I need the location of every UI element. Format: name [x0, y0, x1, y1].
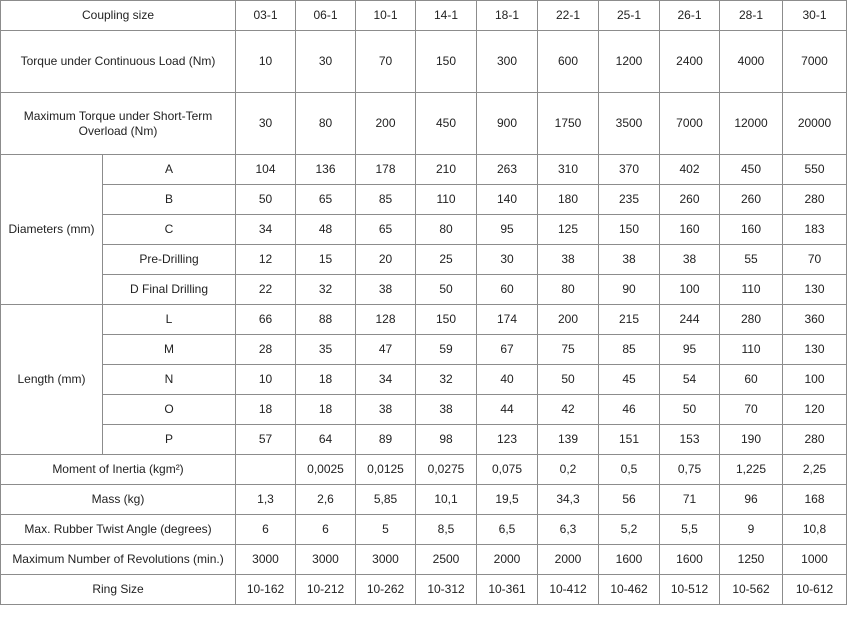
- torque-max-value: 7000: [660, 93, 720, 155]
- torque-continuous-value: 7000: [783, 31, 847, 93]
- moment-inertia-value: 1,225: [720, 455, 783, 485]
- torque-max-value: 900: [477, 93, 538, 155]
- length-value: 88: [296, 305, 356, 335]
- diameter-value: 263: [477, 155, 538, 185]
- length-value: 32: [416, 365, 477, 395]
- length-value: 60: [720, 365, 783, 395]
- twist-angle-value: 5,5: [660, 515, 720, 545]
- diameter-sub-label: D Final Drilling: [103, 275, 236, 305]
- twist-angle-value: 10,8: [783, 515, 847, 545]
- length-value: 70: [720, 395, 783, 425]
- length-value: 18: [296, 365, 356, 395]
- diameter-value: 160: [660, 215, 720, 245]
- length-value: 280: [783, 425, 847, 455]
- diameter-value: 20: [356, 245, 416, 275]
- diameter-value: 235: [599, 185, 660, 215]
- diameter-sub-label: Pre-Drilling: [103, 245, 236, 275]
- diameter-value: 50: [416, 275, 477, 305]
- length-value: 174: [477, 305, 538, 335]
- length-value: 28: [236, 335, 296, 365]
- diameter-value: 110: [416, 185, 477, 215]
- length-value: 153: [660, 425, 720, 455]
- max-revolutions-value: 1000: [783, 545, 847, 575]
- max-revolutions-value: 3000: [236, 545, 296, 575]
- length-value: 280: [720, 305, 783, 335]
- torque-continuous-label: Torque under Continuous Load (Nm): [1, 31, 236, 93]
- length-value: 38: [356, 395, 416, 425]
- diameter-value: 110: [720, 275, 783, 305]
- length-value: 46: [599, 395, 660, 425]
- length-value: 360: [783, 305, 847, 335]
- diameter-row: [1, 275, 847, 305]
- ring-size-value: 10-361: [477, 575, 538, 605]
- twist-angle-value: 6,3: [538, 515, 599, 545]
- length-sub-label: N: [103, 365, 236, 395]
- length-row: [1, 425, 847, 455]
- diameter-value: 38: [599, 245, 660, 275]
- length-value: 85: [599, 335, 660, 365]
- mass-value: 2,6: [296, 485, 356, 515]
- twist-angle-value: 5,2: [599, 515, 660, 545]
- ring-size-row: [1, 575, 847, 605]
- moment-inertia-value: 2,25: [783, 455, 847, 485]
- moment-inertia-value: 0,075: [477, 455, 538, 485]
- diameter-value: 260: [720, 185, 783, 215]
- length-value: 67: [477, 335, 538, 365]
- diameter-value: 65: [356, 215, 416, 245]
- torque-max-value: 12000: [720, 93, 783, 155]
- length-value: 54: [660, 365, 720, 395]
- length-value: 98: [416, 425, 477, 455]
- mass-value: 71: [660, 485, 720, 515]
- coupling-size-value: 06-1: [296, 1, 356, 31]
- length-value: 244: [660, 305, 720, 335]
- diameter-sub-label: C: [103, 215, 236, 245]
- torque-max-row: [1, 93, 847, 155]
- mass-value: 56: [599, 485, 660, 515]
- length-sub-label: O: [103, 395, 236, 425]
- length-value: 66: [236, 305, 296, 335]
- moment-inertia-value: 0,0275: [416, 455, 477, 485]
- torque-continuous-value: 300: [477, 31, 538, 93]
- diameter-row: [1, 185, 847, 215]
- length-value: 18: [236, 395, 296, 425]
- torque-continuous-value: 30: [296, 31, 356, 93]
- torque-max-value: 1750: [538, 93, 599, 155]
- mass-value: 10,1: [416, 485, 477, 515]
- length-value: 151: [599, 425, 660, 455]
- header-label: Coupling size: [1, 1, 236, 31]
- torque-max-value: 3500: [599, 93, 660, 155]
- diameter-value: 150: [599, 215, 660, 245]
- length-sub-label: P: [103, 425, 236, 455]
- diameter-value: 80: [416, 215, 477, 245]
- diameter-value: 130: [783, 275, 847, 305]
- coupling-size-value: 18-1: [477, 1, 538, 31]
- ring-size-value: 10-412: [538, 575, 599, 605]
- max-revolutions-value: 3000: [296, 545, 356, 575]
- length-value: 50: [538, 365, 599, 395]
- length-value: 139: [538, 425, 599, 455]
- torque-max-value: 200: [356, 93, 416, 155]
- max-revolutions-value: 3000: [356, 545, 416, 575]
- moment-inertia-value: 0,2: [538, 455, 599, 485]
- twist-angle-value: 5: [356, 515, 416, 545]
- ring-size-value: 10-612: [783, 575, 847, 605]
- length-value: 50: [660, 395, 720, 425]
- length-value: 75: [538, 335, 599, 365]
- moment-inertia-value: [236, 455, 296, 485]
- ring-size-value: 10-462: [599, 575, 660, 605]
- length-group-label: Length (mm): [1, 305, 103, 455]
- diameter-value: 180: [538, 185, 599, 215]
- mass-value: 34,3: [538, 485, 599, 515]
- length-value: 38: [416, 395, 477, 425]
- length-row: [1, 365, 847, 395]
- diameter-value: 95: [477, 215, 538, 245]
- diameter-value: 310: [538, 155, 599, 185]
- coupling-size-value: 14-1: [416, 1, 477, 31]
- max-revolutions-value: 2000: [477, 545, 538, 575]
- ring-size-label: Ring Size: [1, 575, 236, 605]
- length-value: 35: [296, 335, 356, 365]
- length-value: 120: [783, 395, 847, 425]
- diameter-value: 100: [660, 275, 720, 305]
- max-revolutions-row: [1, 545, 847, 575]
- diameter-value: 160: [720, 215, 783, 245]
- diameter-value: 15: [296, 245, 356, 275]
- diameter-sub-label: A: [103, 155, 236, 185]
- length-value: 18: [296, 395, 356, 425]
- mass-value: 1,3: [236, 485, 296, 515]
- mass-value: 168: [783, 485, 847, 515]
- length-value: 59: [416, 335, 477, 365]
- length-value: 44: [477, 395, 538, 425]
- coupling-size-value: 10-1: [356, 1, 416, 31]
- mass-value: 5,85: [356, 485, 416, 515]
- mass-row: [1, 485, 847, 515]
- diameter-value: 136: [296, 155, 356, 185]
- diameter-value: 38: [660, 245, 720, 275]
- diameter-value: 125: [538, 215, 599, 245]
- diameter-value: 38: [356, 275, 416, 305]
- twist-angle-label: Max. Rubber Twist Angle (degrees): [1, 515, 236, 545]
- coupling-size-value: 25-1: [599, 1, 660, 31]
- diameter-row: [1, 245, 847, 275]
- diameter-value: 280: [783, 185, 847, 215]
- length-value: 95: [660, 335, 720, 365]
- max-revolutions-label: Maximum Number of Revolutions (min.): [1, 545, 236, 575]
- torque-continuous-value: 10: [236, 31, 296, 93]
- twist-angle-value: 6: [236, 515, 296, 545]
- diameter-sub-label: B: [103, 185, 236, 215]
- diameter-value: 183: [783, 215, 847, 245]
- max-revolutions-value: 2000: [538, 545, 599, 575]
- diameter-value: 48: [296, 215, 356, 245]
- length-value: 40: [477, 365, 538, 395]
- moment-inertia-row: [1, 455, 847, 485]
- mass-value: 19,5: [477, 485, 538, 515]
- torque-max-value: 30: [236, 93, 296, 155]
- diameter-value: 30: [477, 245, 538, 275]
- torque-continuous-value: 2400: [660, 31, 720, 93]
- diameter-value: 50: [236, 185, 296, 215]
- length-row: [1, 335, 847, 365]
- ring-size-value: 10-512: [660, 575, 720, 605]
- twist-angle-row: [1, 515, 847, 545]
- length-value: 57: [236, 425, 296, 455]
- ring-size-value: 10-562: [720, 575, 783, 605]
- diameter-value: 90: [599, 275, 660, 305]
- diameter-group-label: Diameters (mm): [1, 155, 103, 305]
- diameter-value: 55: [720, 245, 783, 275]
- diameter-value: 450: [720, 155, 783, 185]
- diameter-value: 370: [599, 155, 660, 185]
- max-revolutions-value: 2500: [416, 545, 477, 575]
- torque-max-value: 20000: [783, 93, 847, 155]
- diameter-value: 25: [416, 245, 477, 275]
- length-value: 130: [783, 335, 847, 365]
- diameter-value: 550: [783, 155, 847, 185]
- torque-continuous-value: 70: [356, 31, 416, 93]
- length-row: [1, 305, 847, 335]
- diameter-value: 104: [236, 155, 296, 185]
- diameter-value: 178: [356, 155, 416, 185]
- torque-continuous-value: 150: [416, 31, 477, 93]
- diameter-value: 22: [236, 275, 296, 305]
- twist-angle-value: 8,5: [416, 515, 477, 545]
- diameter-row: [1, 155, 847, 185]
- length-value: 42: [538, 395, 599, 425]
- length-value: 128: [356, 305, 416, 335]
- length-value: 123: [477, 425, 538, 455]
- diameter-value: 34: [236, 215, 296, 245]
- moment-inertia-value: 0,75: [660, 455, 720, 485]
- length-row: [1, 395, 847, 425]
- torque-continuous-value: 1200: [599, 31, 660, 93]
- diameter-value: 38: [538, 245, 599, 275]
- diameter-value: 32: [296, 275, 356, 305]
- coupling-size-value: 28-1: [720, 1, 783, 31]
- length-value: 45: [599, 365, 660, 395]
- length-value: 200: [538, 305, 599, 335]
- twist-angle-value: 9: [720, 515, 783, 545]
- length-value: 190: [720, 425, 783, 455]
- torque-continuous-value: 600: [538, 31, 599, 93]
- mass-label: Mass (kg): [1, 485, 236, 515]
- torque-max-value: 450: [416, 93, 477, 155]
- header-row: [1, 1, 847, 31]
- length-sub-label: M: [103, 335, 236, 365]
- coupling-size-value: 30-1: [783, 1, 847, 31]
- diameter-value: 12: [236, 245, 296, 275]
- ring-size-value: 10-262: [356, 575, 416, 605]
- length-value: 89: [356, 425, 416, 455]
- length-value: 10: [236, 365, 296, 395]
- max-revolutions-value: 1250: [720, 545, 783, 575]
- diameter-row: [1, 215, 847, 245]
- diameter-value: 402: [660, 155, 720, 185]
- diameter-value: 260: [660, 185, 720, 215]
- coupling-size-value: 22-1: [538, 1, 599, 31]
- diameter-value: 60: [477, 275, 538, 305]
- length-value: 100: [783, 365, 847, 395]
- coupling-size-value: 26-1: [660, 1, 720, 31]
- ring-size-value: 10-312: [416, 575, 477, 605]
- length-value: 110: [720, 335, 783, 365]
- diameter-value: 140: [477, 185, 538, 215]
- moment-inertia-value: 0,5: [599, 455, 660, 485]
- twist-angle-value: 6,5: [477, 515, 538, 545]
- diameter-value: 70: [783, 245, 847, 275]
- diameter-value: 80: [538, 275, 599, 305]
- moment-inertia-label: Moment of Inertia (kgm²): [1, 455, 236, 485]
- torque-continuous-row: [1, 31, 847, 93]
- torque-continuous-value: 4000: [720, 31, 783, 93]
- length-value: 150: [416, 305, 477, 335]
- mass-value: 96: [720, 485, 783, 515]
- length-value: 64: [296, 425, 356, 455]
- ring-size-value: 10-162: [236, 575, 296, 605]
- twist-angle-value: 6: [296, 515, 356, 545]
- torque-max-label: Maximum Torque under Short-Term Overload (Nm): [1, 93, 236, 155]
- length-sub-label: L: [103, 305, 236, 335]
- length-value: 47: [356, 335, 416, 365]
- diameter-value: 65: [296, 185, 356, 215]
- length-value: 34: [356, 365, 416, 395]
- moment-inertia-value: 0,0125: [356, 455, 416, 485]
- ring-size-value: 10-212: [296, 575, 356, 605]
- max-revolutions-value: 1600: [599, 545, 660, 575]
- torque-max-value: 80: [296, 93, 356, 155]
- moment-inertia-value: 0,0025: [296, 455, 356, 485]
- length-value: 215: [599, 305, 660, 335]
- diameter-value: 210: [416, 155, 477, 185]
- max-revolutions-value: 1600: [660, 545, 720, 575]
- coupling-size-value: 03-1: [236, 1, 296, 31]
- diameter-value: 85: [356, 185, 416, 215]
